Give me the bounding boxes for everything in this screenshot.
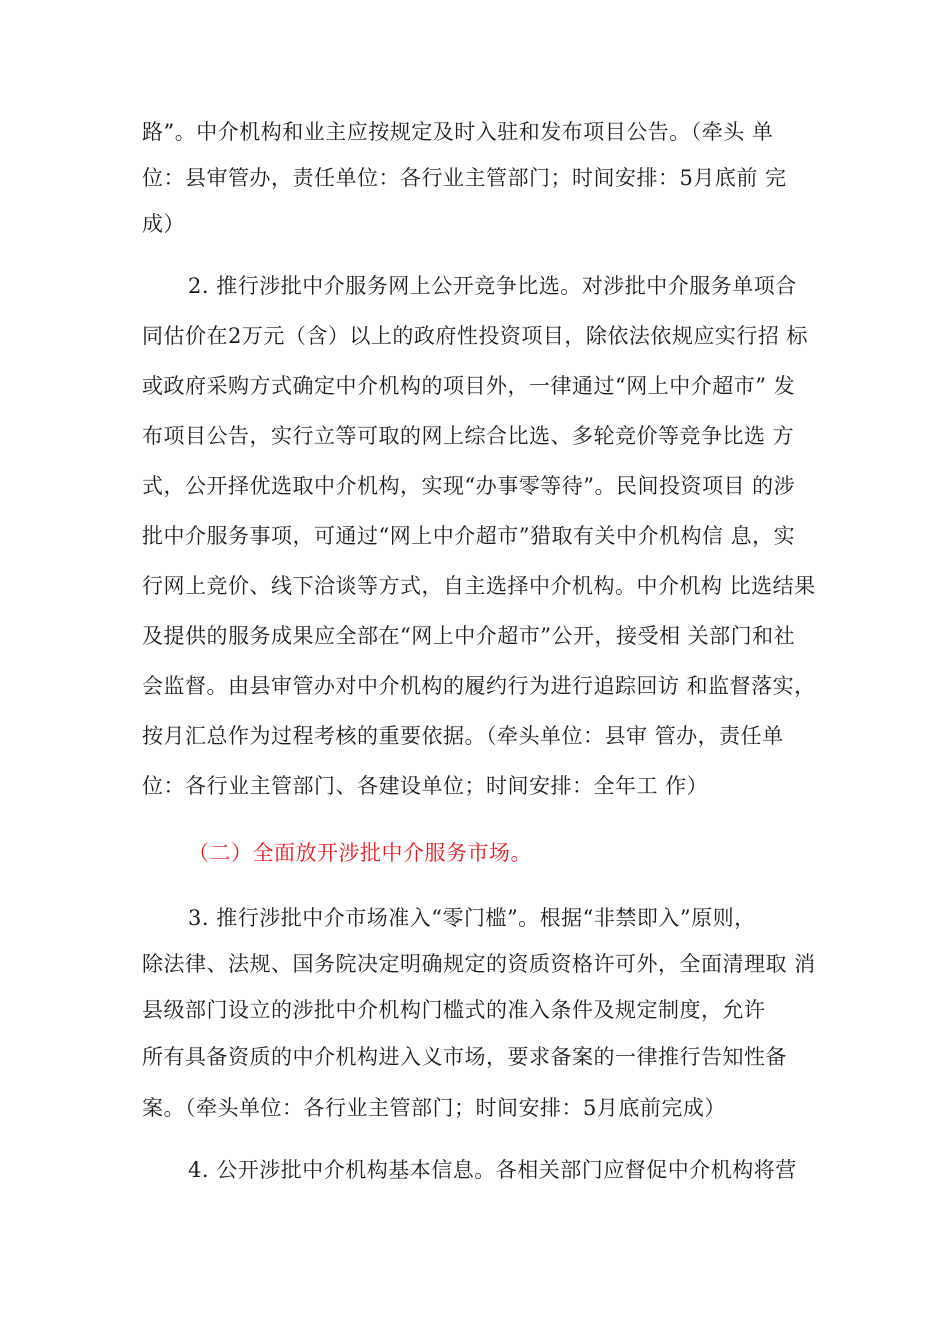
paragraph-3-line-5: 案。（牵头单位：各行业主管部门；时间安排：5月底前完成）	[142, 1096, 726, 1120]
paragraph-3-line-1: 3. 推行涉批中介市场准入“零门槛”。根据“非禁即入”原则，	[188, 906, 756, 930]
paragraph-4-line-1: 4. 公开涉批中介机构基本信息。各相关部门应督促中介机构将营	[188, 1158, 797, 1182]
paragraph-3-line-2: 除法律、法规、国务院决定明确规定的资质资格许可外，全面清理取 消	[142, 952, 816, 976]
paragraph-1-line-2: 位：县审管办，责任单位：各行业主管部门；时间安排：5月底前 完	[142, 166, 787, 190]
paragraph-2-line-7: 行网上竞价、线下洽谈等方式，自主选择中介机构。中介机构 比选结果	[142, 574, 816, 598]
paragraph-2-line-1: 2. 推行涉批中介服务网上公开竞争比选。对涉批中介服务单项合	[188, 274, 797, 298]
paragraph-2-line-9: 会监督。由县审管办对中介机构的履约行为进行追踪回访 和监督落实，	[142, 674, 816, 698]
paragraph-2-line-11: 位：各行业主管部门、各建设单位；时间安排：全年工 作）	[142, 774, 709, 798]
paragraph-1-line-3: 成）	[142, 212, 185, 236]
paragraph-3-line-3: 县级部门设立的涉批中介机构门槛式的准入条件及规定制度，允许	[142, 998, 766, 1022]
paragraph-2-line-2: 同估价在2万元（含）以上的政府性投资项目，除依法依规应实行招 标	[142, 324, 809, 348]
paragraph-2-line-6: 批中介服务事项，可通过“网上中介超市”猎取有关中介机构信 息，实	[142, 524, 796, 548]
paragraph-1-line-1: 路”。中介机构和业主应按规定及时入驻和发布项目公告。（牵头 单	[142, 120, 774, 144]
paragraph-2-line-8: 及提供的服务成果应全部在“网上中介超市”公开，接受相 关部门和社	[142, 624, 796, 648]
paragraph-2-line-5: 式，公开择优选取中介机构，实现“办事零等待”。民间投资项目 的涉	[142, 474, 796, 498]
section-heading: （二）全面放开涉批中介服务市场。	[188, 841, 532, 865]
paragraph-2-line-4: 布项目公告，实行立等可取的网上综合比选、多轮竞价等竞争比选 方	[142, 424, 795, 448]
paragraph-2-line-10: 按月汇总作为过程考核的重要依据。（牵头单位：县审 管办，责任单	[142, 724, 784, 748]
paragraph-2-line-3: 或政府采购方式确定中介机构的项目外，一律通过“网上中介超市” 发	[142, 374, 796, 398]
paragraph-3-line-4: 所有具备资质的中介机构进入义市场，要求备案的一律推行告知性备	[142, 1045, 787, 1069]
